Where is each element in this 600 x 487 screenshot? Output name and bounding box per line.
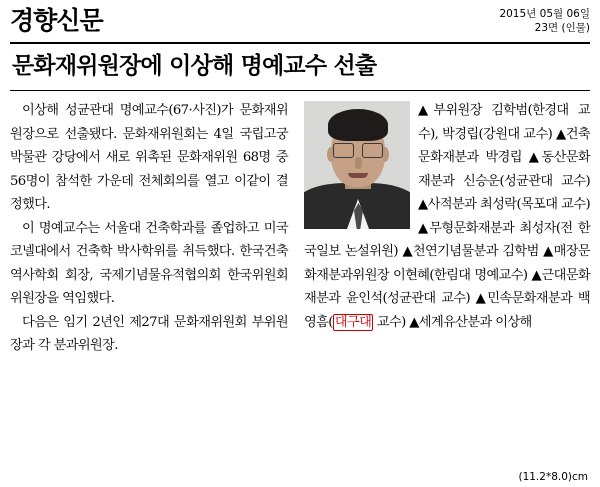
article-paragraph: 이상해 성균관대 명예교수(67·사진)가 문화재위원장으로 선출됐다. 문화재위원회는 4일 국립고궁박물관 강당에서 새로 위촉된 문화재위원 68명 중 56명이 참석한 가운데 전체회의를 열고 이같이 결정했다. (10, 103, 288, 212)
article-paragraph: 다음은 임기 2년인 제27대 문화재위원회 부위원장과 각 분과위원장. (10, 314, 288, 353)
article-body (10, 99, 590, 451)
photo-mouth (348, 173, 368, 178)
photo-nose (355, 157, 362, 169)
photo-hair (328, 109, 388, 141)
masthead (10, 6, 590, 40)
article-paragraph: 이 명예교수는 서울대 건축학과를 졸업하고 미국 코넬대에서 건축학 박사학위를 취득했다. 한국건축역사학회 회장, 국제기념물유적협의회 한국위원회 위원장을 역임했다. (10, 220, 288, 306)
article-column-right (298, 99, 590, 451)
committee-list-part-1: ▲부위원장 김학범(한경대 교수), 박경립(강원대 교수) ▲건축문화재분과 박경립 ▲동산문화재분과 신승운(성균관대 교수) ▲사적분과 최성락(목포대 교수) ▲무형문화재분과 최성자(전 한국일보 논설위원) ▲천연기념물분과 김학범 ▲매장문화재분과위원장 이현혜(한림대 명예교수) ▲근대문화재분과 윤인석(성균관대 교수) ▲민속문화재분과 백영흠( (304, 103, 590, 330)
glasses-icon (333, 143, 383, 157)
issue-info (499, 6, 590, 35)
size-note: (11.2*8.0)cm (518, 471, 588, 483)
page-info: 23면 (인물) (534, 22, 590, 34)
highlighted-term: 대구대 (334, 314, 372, 330)
article-column-left (10, 99, 298, 451)
article-headline: 문화재위원장에 이상해 명예교수 선출 (12, 52, 377, 79)
committee-list-part-2: 교수) ▲세계유산분과 이상해 (373, 314, 532, 330)
issue-date: 2015년 05월 06일 (499, 8, 590, 20)
portrait-photo (304, 101, 410, 229)
paper-name: 경향신문 (10, 6, 103, 35)
headline-band (10, 42, 590, 91)
